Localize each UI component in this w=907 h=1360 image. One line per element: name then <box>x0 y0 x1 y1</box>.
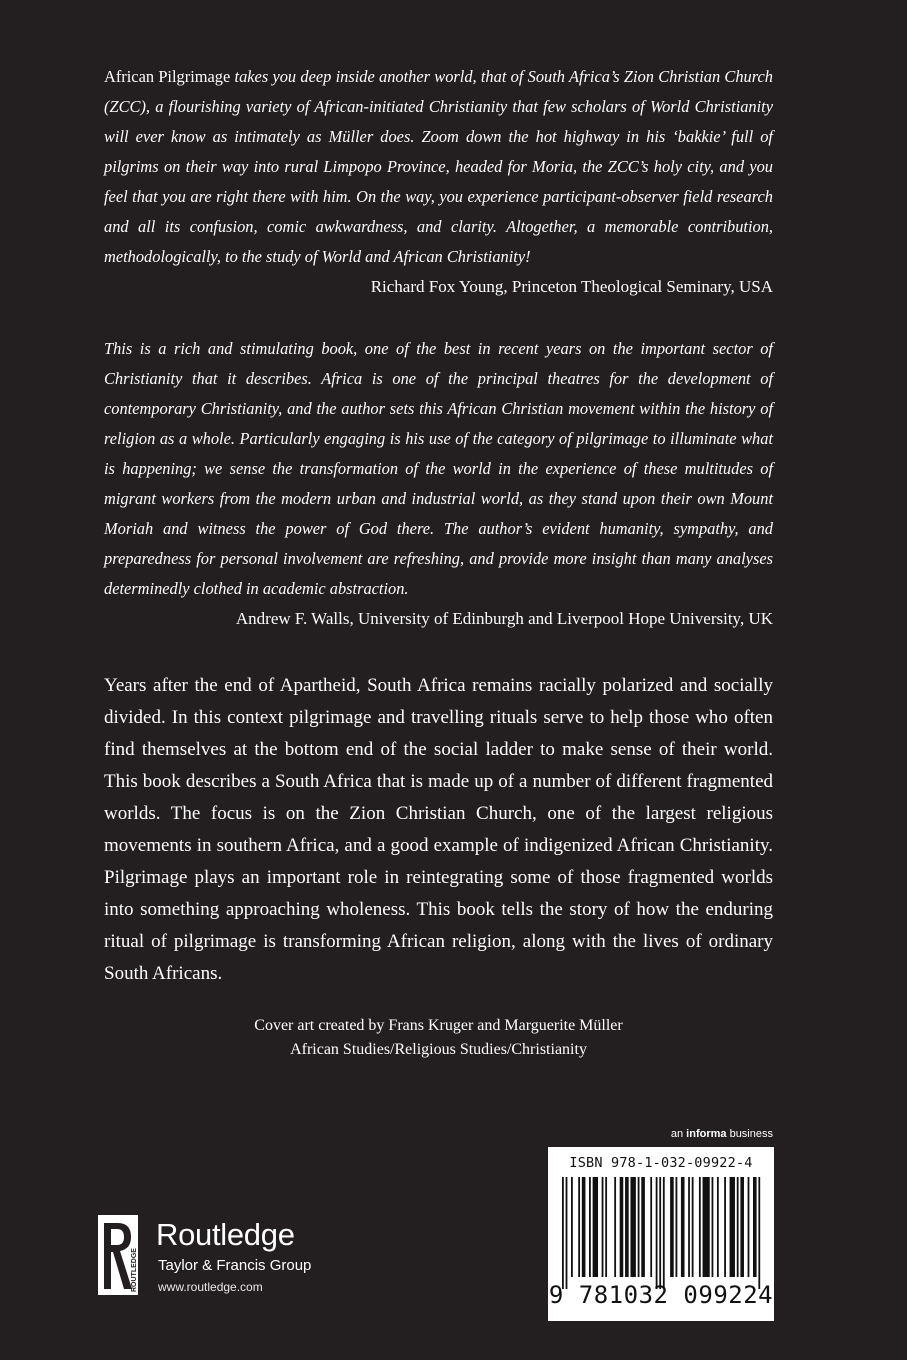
barcode-bar <box>712 1177 714 1277</box>
subject-categories: African Studies/Religious Studies/Christianity <box>290 1041 587 1058</box>
review-2-body <box>104 334 773 604</box>
barcode-bar <box>748 1177 750 1277</box>
barcode-bar <box>740 1177 744 1277</box>
review-2-text: This is a rich and stimulating book, one of the best in recent years on the important sector of Christianity that it describes. Africa is one of the principal theatres for the development of contemporary Christianity, and the author sets this African Christian movement within the history of religion as a whole. Particularly engaging is his use of the category of pilgrimage to illuminate what is happening; we sense the transformation of the world in the experience of these multitudes of migrant workers from the modern urban and industrial world, as they stand upon their own Mount Moriah and witness the power of God there. The author’s evident humanity, sympathy, and preparedness for personal involvement are refreshing, and provide more insight than many analyses determinedly clothed in academic abstraction. <box>104 339 773 598</box>
barcode-bar <box>589 1177 591 1277</box>
barcode-bar <box>593 1177 598 1277</box>
credits <box>104 1014 773 1062</box>
book-title: African Pilgrimage <box>104 67 231 86</box>
informa-suffix: business <box>726 1128 773 1140</box>
barcode-bar <box>670 1177 674 1277</box>
barcode-bar <box>638 1177 640 1277</box>
barcode-digits: 9 781032 099224 <box>548 1281 774 1309</box>
barcode-bar <box>692 1177 694 1277</box>
barcode-bar <box>605 1177 607 1277</box>
barcode-bar <box>625 1177 629 1277</box>
barcode-bar <box>571 1177 573 1277</box>
barcode-bar <box>730 1177 735 1277</box>
publisher-group: Taylor & Francis Group <box>158 1257 312 1274</box>
informa-brand: informa <box>686 1128 727 1140</box>
barcode-bar <box>717 1177 719 1277</box>
barcode-bars <box>562 1177 762 1289</box>
informa-business-tagline <box>671 1128 773 1140</box>
barcode-bar <box>630 1177 635 1277</box>
barcode-bar <box>724 1177 726 1277</box>
routledge-logo <box>98 1215 398 1305</box>
barcode-bar <box>562 1177 564 1289</box>
barcode-bar <box>650 1177 652 1277</box>
barcode-bar <box>663 1177 665 1289</box>
barcode-bar <box>656 1177 658 1289</box>
barcode-bar <box>566 1177 568 1289</box>
barcode-bar <box>699 1177 701 1277</box>
review-andrew-walls <box>104 334 773 634</box>
isbn-label: ISBN 978-1-032-09922-4 <box>569 1155 753 1171</box>
review-2-attribution: Andrew F. Walls, University of Edinburgh and Liverpool Hope University, UK <box>235 609 773 628</box>
barcode-bar <box>659 1177 661 1289</box>
barcode-bar <box>578 1177 580 1277</box>
barcode-bar <box>753 1177 757 1277</box>
publisher-url[interactable]: www.routledge.com <box>158 1280 263 1294</box>
barcode-bar <box>703 1177 710 1277</box>
informa-prefix: an <box>670 1128 687 1140</box>
barcode-bar <box>602 1177 604 1277</box>
isbn-barcode <box>548 1147 774 1321</box>
barcode-bar <box>676 1177 678 1277</box>
publisher-name: Routledge <box>156 1217 295 1252</box>
cover-art-credit: Cover art created by Frans Kruger and Marguerite Müller <box>254 1017 623 1034</box>
barcode-bar <box>758 1177 760 1289</box>
book-description <box>104 670 773 990</box>
barcode-bar <box>582 1177 586 1277</box>
review-richard-fox-young <box>104 62 773 302</box>
review-1-text: takes you deep inside another world, that of South Africa’s Zion Christian Church (ZCC), a flourishing variety of African-initiated Christianity that few scholars of World Christianity will ever know as intimately as Müller does. Zoom down the hot highway in his ‘bakkie’ full of pilgrims on their way into rural Limpopo Province, headed for Moria, the ZCC’s holy city, and you feel that you are right there with him. On the way, you experience participant-observer field research and all its confusion, comic awkwardness, and clarity. Altogether, a memorable contribution, methodologically, to the study of World and African Christianity! <box>104 67 773 266</box>
barcode-bar <box>681 1177 685 1277</box>
review-1-attribution: Richard Fox Young, Princeton Theological Seminary, USA <box>370 277 773 296</box>
barcode-bar <box>620 1177 624 1277</box>
routledge-side-text: ROUTLEDGE <box>131 1248 138 1292</box>
book-description-text: Years after the end of Apartheid, South Africa remains racially polarized and socially divided. In this context pilgrimage and travelling rituals serve to help those who often find themselves at the bottom end of the social ladder to make sense of their world. This book describes a South Africa that is made up of a number of different fragmented worlds. The focus is on the Zion Christian Church, one of the largest religious movements in southern Africa, and a good example of indigenized African Christianity. Pilgrimage plays an important role in reintegrating some of those fragmented worlds into something approaching wholeness. This book tells the story of how the enduring ritual of pilgrimage is transforming African religion, along with the lives of ordinary South Africans. <box>104 675 773 984</box>
review-1-body <box>104 62 773 272</box>
routledge-r-icon <box>98 1215 138 1295</box>
barcode-bar <box>614 1177 616 1277</box>
barcode-bar <box>641 1177 645 1277</box>
barcode-bar <box>688 1177 690 1277</box>
barcode-bar <box>737 1177 739 1277</box>
